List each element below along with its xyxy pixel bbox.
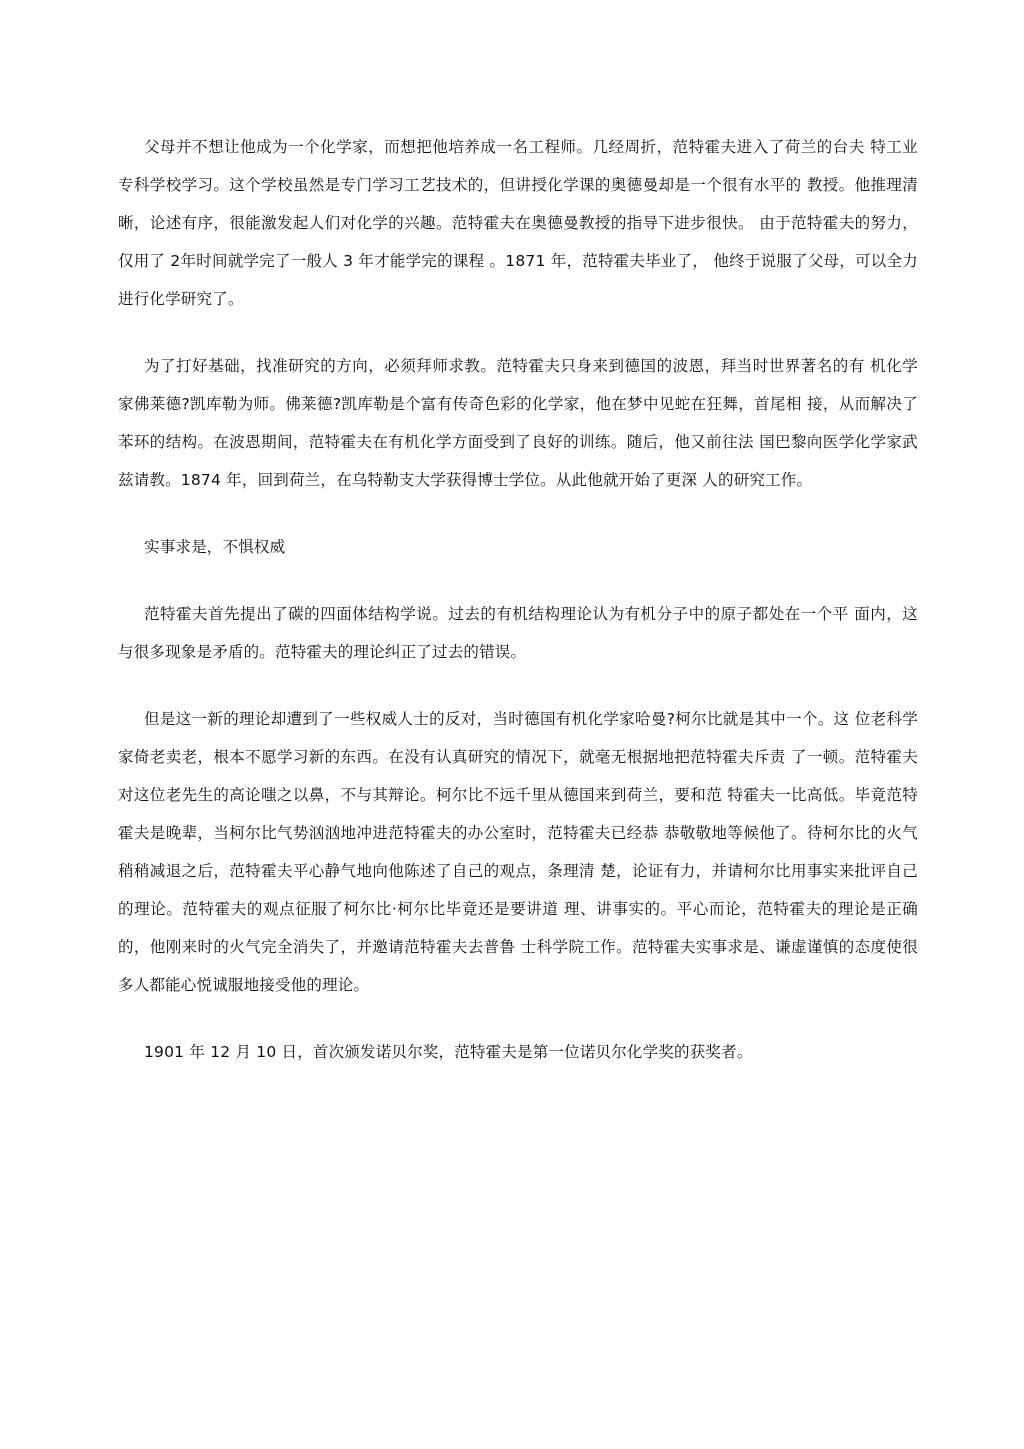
document-body	[118, 128, 918, 1100]
paragraph-education: 父母并不想让他成为一个化学家，而想把他培养成一名工程师。几经周折，范特霍夫进入了荷兰的台夫 特工业专科学校学习。这个学校虽然是专门学习工艺技术的，但讲授化学课的奥德曼却是一个很有水平的 教授。他推理清晰，论述有序，很能激发起人们对化学的兴趣。范特霍夫在奥德曼教授的指导下进步很快。 由于范特霍夫的努力，仅用了 2年时间就学完了一般人 3 年才能学完的课程 。1871 年，范特霍夫毕业了， 他终于说服了父母，可以全力进行化学研究了。	[118, 138, 918, 308]
paragraph-kekule: 为了打好基础，找准研究的方向，必须拜师求教。范特霍夫只身来到德国的波恩，拜当时世界著名的有 机化学家佛莱德?凯库勒为师。佛莱德?凯库勒是个富有传奇色彩的化学家，他在梦中见蛇在狂舞，首尾相 接，从而解决了苯环的结构。在波恩期间，范特霍夫在有机化学方面受到了良好的训练。随后，他又前往法 国巴黎向医学化学家武兹请教。1874 年，回到荷兰，在乌特勒支大学获得博士学位。从此他就开始了更深 人的研究工作。	[118, 357, 918, 489]
paragraph-kolbe: 但是这一新的理论却遭到了一些权威人士的反对，当时德国有机化学家哈曼?柯尔比就是其中一个。这 位老科学家倚老卖老，根本不愿学习新的东西。在没有认真研究的情况下，就毫无根据地把范特霍夫斥责 了一顿。范特霍夫对这位老先生的高论嗤之以鼻，不与其辩论。柯尔比不远千里从德国来到荷兰，要和范 特霍夫一比高低。毕竟范特霍夫是晚辈，当柯尔比气势汹汹地冲进范特霍夫的办公室时，范特霍夫已经恭 恭敬敬地等候他了。待柯尔比的火气稍稍减退之后，范特霍夫平心静气地向他陈述了自己的观点，条理清 楚，论证有力，并请柯尔比用事实来批评自己的理论。范特霍夫的观点征服了柯尔比·柯尔比毕竟还是要讲道 理、讲事实的。平心而论，范特霍夫的理论是正确的，他刚来时的火气完全消失了，并邀请范特霍夫去普鲁 士科学院工作。范特霍夫实事求是、谦虚谨慎的态度使很多人都能心悦诚服地接受他的理论。	[118, 710, 918, 994]
paragraph-tetrahedron: 范特霍夫首先提出了碳的四面体结构学说。过去的有机结构理论认为有机分子中的原子都处在一个平 面内，这与很多现象是矛盾的。范特霍夫的理论纠正了过去的错误。	[118, 605, 918, 661]
paragraph-nobel: 1901 年 12 月 10 日，首次颁发诺贝尔奖，范特霍夫是第一位诺贝尔化学奖的获奖者。	[144, 1043, 753, 1061]
section-heading: 实事求是，不惧权威	[144, 538, 286, 556]
